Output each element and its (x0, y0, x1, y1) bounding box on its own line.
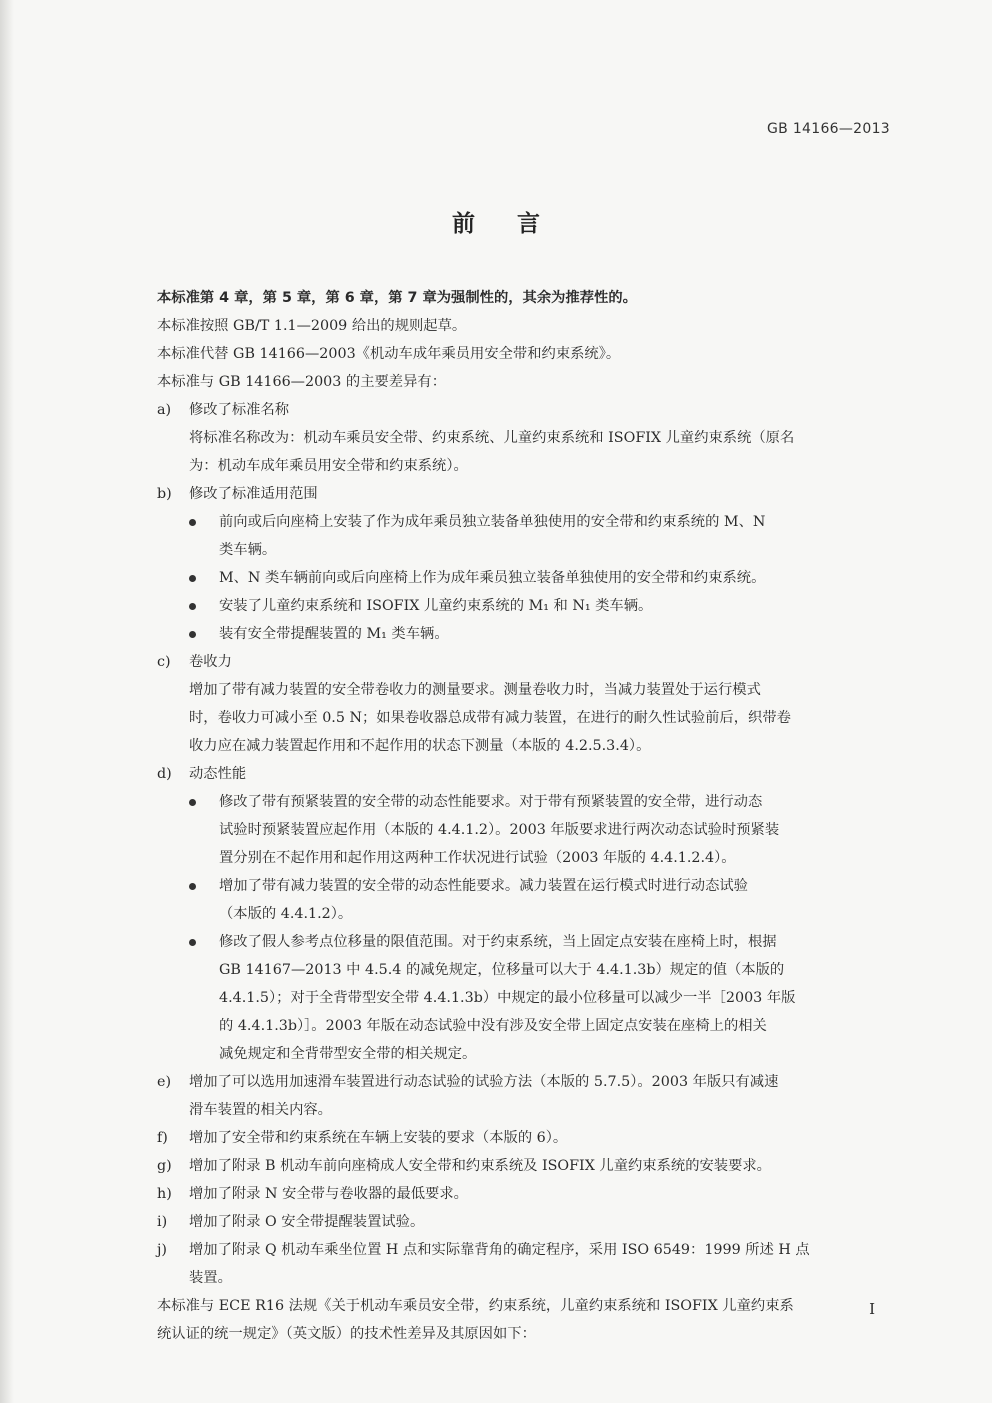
bullet-line: 修改了带有预紧装置的安全带的动态性能要求。对于带有预紧装置的安全带，进行动态 (219, 794, 763, 810)
bullet-icon (189, 631, 196, 638)
bullet-line: 增加了带有减力装置的安全带的动态性能要求。减力装置在运行模式时进行动态试验 (219, 878, 748, 894)
item-line: 增加了附录 O 安全带提醒装置试验。 (189, 1214, 425, 1230)
item-heading: 卷收力 (189, 654, 232, 670)
bullet-line: 减免规定和全背带型安全带的相关规定。 (219, 1046, 477, 1062)
item-a-body (189, 424, 897, 480)
bullet-line: M、N 类车辆前向或后向座椅上作为成年乘员独立装备单独使用的安全带和约束系统。 (219, 570, 766, 586)
item-line: 增加了附录 N 安全带与卷收器的最低要求。 (189, 1186, 468, 1202)
body-line: 收力应在减力装置起作用和不起作用的状态下测量（本版的 4.2.5.3.4）。 (189, 738, 651, 754)
intro-line-4: 本标准与 GB 14166—2003 的主要差异有： (157, 374, 446, 390)
bullet-line: 4.4.1.5）；对于全背带型安全带 4.4.1.3b）中规定的最小位移量可以减少一半［2003 年版 (219, 990, 796, 1006)
item-line: 增加了附录 B 机动车前向座椅成人安全带和约束系统及 ISOFIX 儿童约束系统的安装要求。 (189, 1158, 771, 1174)
bullet-line: 的 4.4.1.3b）］。2003 年版在动态试验中没有涉及安全带上固定点安装在座椅上的相关 (219, 1018, 767, 1034)
intro-line-2: 本标准按照 GB/T 1.1—2009 给出的规则起草。 (157, 318, 467, 334)
bullet-icon (189, 939, 196, 946)
item-label: d) (157, 766, 172, 782)
intro-line-1: 本标准第 4 章，第 5 章，第 6 章，第 7 章为强制性的，其余为推荐性的。 (157, 290, 637, 306)
bullet-line: 试验时预紧装置应起作用（本版的 4.4.1.2）。2003 年版要求进行两次动态试验时预紧装 (219, 822, 780, 838)
bullet-line: GB 14167—2013 中 4.5.4 的减免规定，位移量可以大于 4.4.1.3b）规定的值（本版的 (219, 962, 785, 978)
item-line: 滑车装置的相关内容。 (189, 1102, 332, 1118)
standard-code: GB 14166—2013 (767, 121, 890, 137)
intro-line-3: 本标准代替 GB 14166—2003《机动车成年乘员用安全带和约束系统》。 (157, 346, 621, 362)
bullet-line: 类车辆。 (219, 542, 277, 558)
item-label: c) (157, 654, 171, 670)
page-title: 前言 (452, 211, 582, 237)
body-line: 时，卷收力可减小至 0.5 N；如果卷收器总成带有减力装置，在进行的耐久性试验前后，织带卷 (189, 710, 791, 726)
bullet-line: （本版的 4.4.1.2）。 (219, 906, 353, 922)
closing-paragraph (157, 1292, 897, 1348)
closing-line: 统认证的统一规定》（英文版）的技术性差异及其原因如下： (157, 1326, 536, 1342)
bullet-icon (189, 883, 196, 890)
page-number: I (869, 1300, 875, 1318)
bullet-line: 安装了儿童约束系统和 ISOFIX 儿童约束系统的 M₁ 和 N₁ 类车辆。 (219, 598, 653, 614)
body-line: 将标准名称改为：机动车乘员安全带、约束系统、儿童约束系统和 ISOFIX 儿童约束系统（原名 (189, 430, 795, 446)
item-line: 增加了安全带和约束系统在车辆上安装的要求（本版的 6）。 (189, 1130, 568, 1146)
item-label: f) (157, 1130, 168, 1146)
item-label: b) (157, 486, 172, 502)
item-label: h) (157, 1186, 172, 1202)
item-c-body (189, 676, 897, 760)
item-heading: 修改了标准适用范围 (189, 486, 318, 502)
bullet-icon (189, 519, 196, 526)
bullet-icon (189, 603, 196, 610)
item-line: 增加了附录 Q 机动车乘坐位置 H 点和实际靠背角的确定程序，采用 ISO 6549：1999 所述 H 点 (189, 1242, 810, 1258)
item-label: g) (157, 1158, 172, 1174)
bullet-icon (189, 575, 196, 582)
body-line: 增加了带有减力装置的安全带卷收力的测量要求。测量卷收力时，当减力装置处于运行模式 (189, 682, 761, 698)
item-label: j) (157, 1242, 168, 1258)
closing-line: 本标准与 ECE R16 法规《关于机动车乘员安全带，约束系统，儿童约束系统和 ISOFIX 儿童约束系 (157, 1298, 794, 1314)
item-heading: 修改了标准名称 (189, 402, 290, 418)
bullet-icon (189, 799, 196, 806)
bullet-line: 置分别在不起作用和起作用这两种工作状况进行试验（2003 年版的 4.4.1.2.4）。 (219, 850, 736, 866)
bullet-line: 修改了假人参考点位移量的限值范围。对于约束系统，当上固定点安装在座椅上时，根据 (219, 934, 777, 950)
item-heading: 动态性能 (189, 766, 247, 782)
item-line: 增加了可以选用加速滑车装置进行动态试验的试验方法（本版的 5.7.5）。2003 年版只有减速 (189, 1074, 779, 1090)
item-line: 装置。 (189, 1270, 232, 1286)
item-label: a) (157, 402, 172, 418)
bullet-line: 前向或后向座椅上安装了作为成年乘员独立装备单独使用的安全带和约束系统的 M、N (219, 514, 766, 530)
item-label: e) (157, 1074, 172, 1090)
body-line: 为：机动车成年乘员用安全带和约束系统）。 (189, 458, 468, 474)
bullet-line: 装有安全带提醒装置的 M₁ 类车辆。 (219, 626, 449, 642)
item-label: i) (157, 1214, 168, 1230)
